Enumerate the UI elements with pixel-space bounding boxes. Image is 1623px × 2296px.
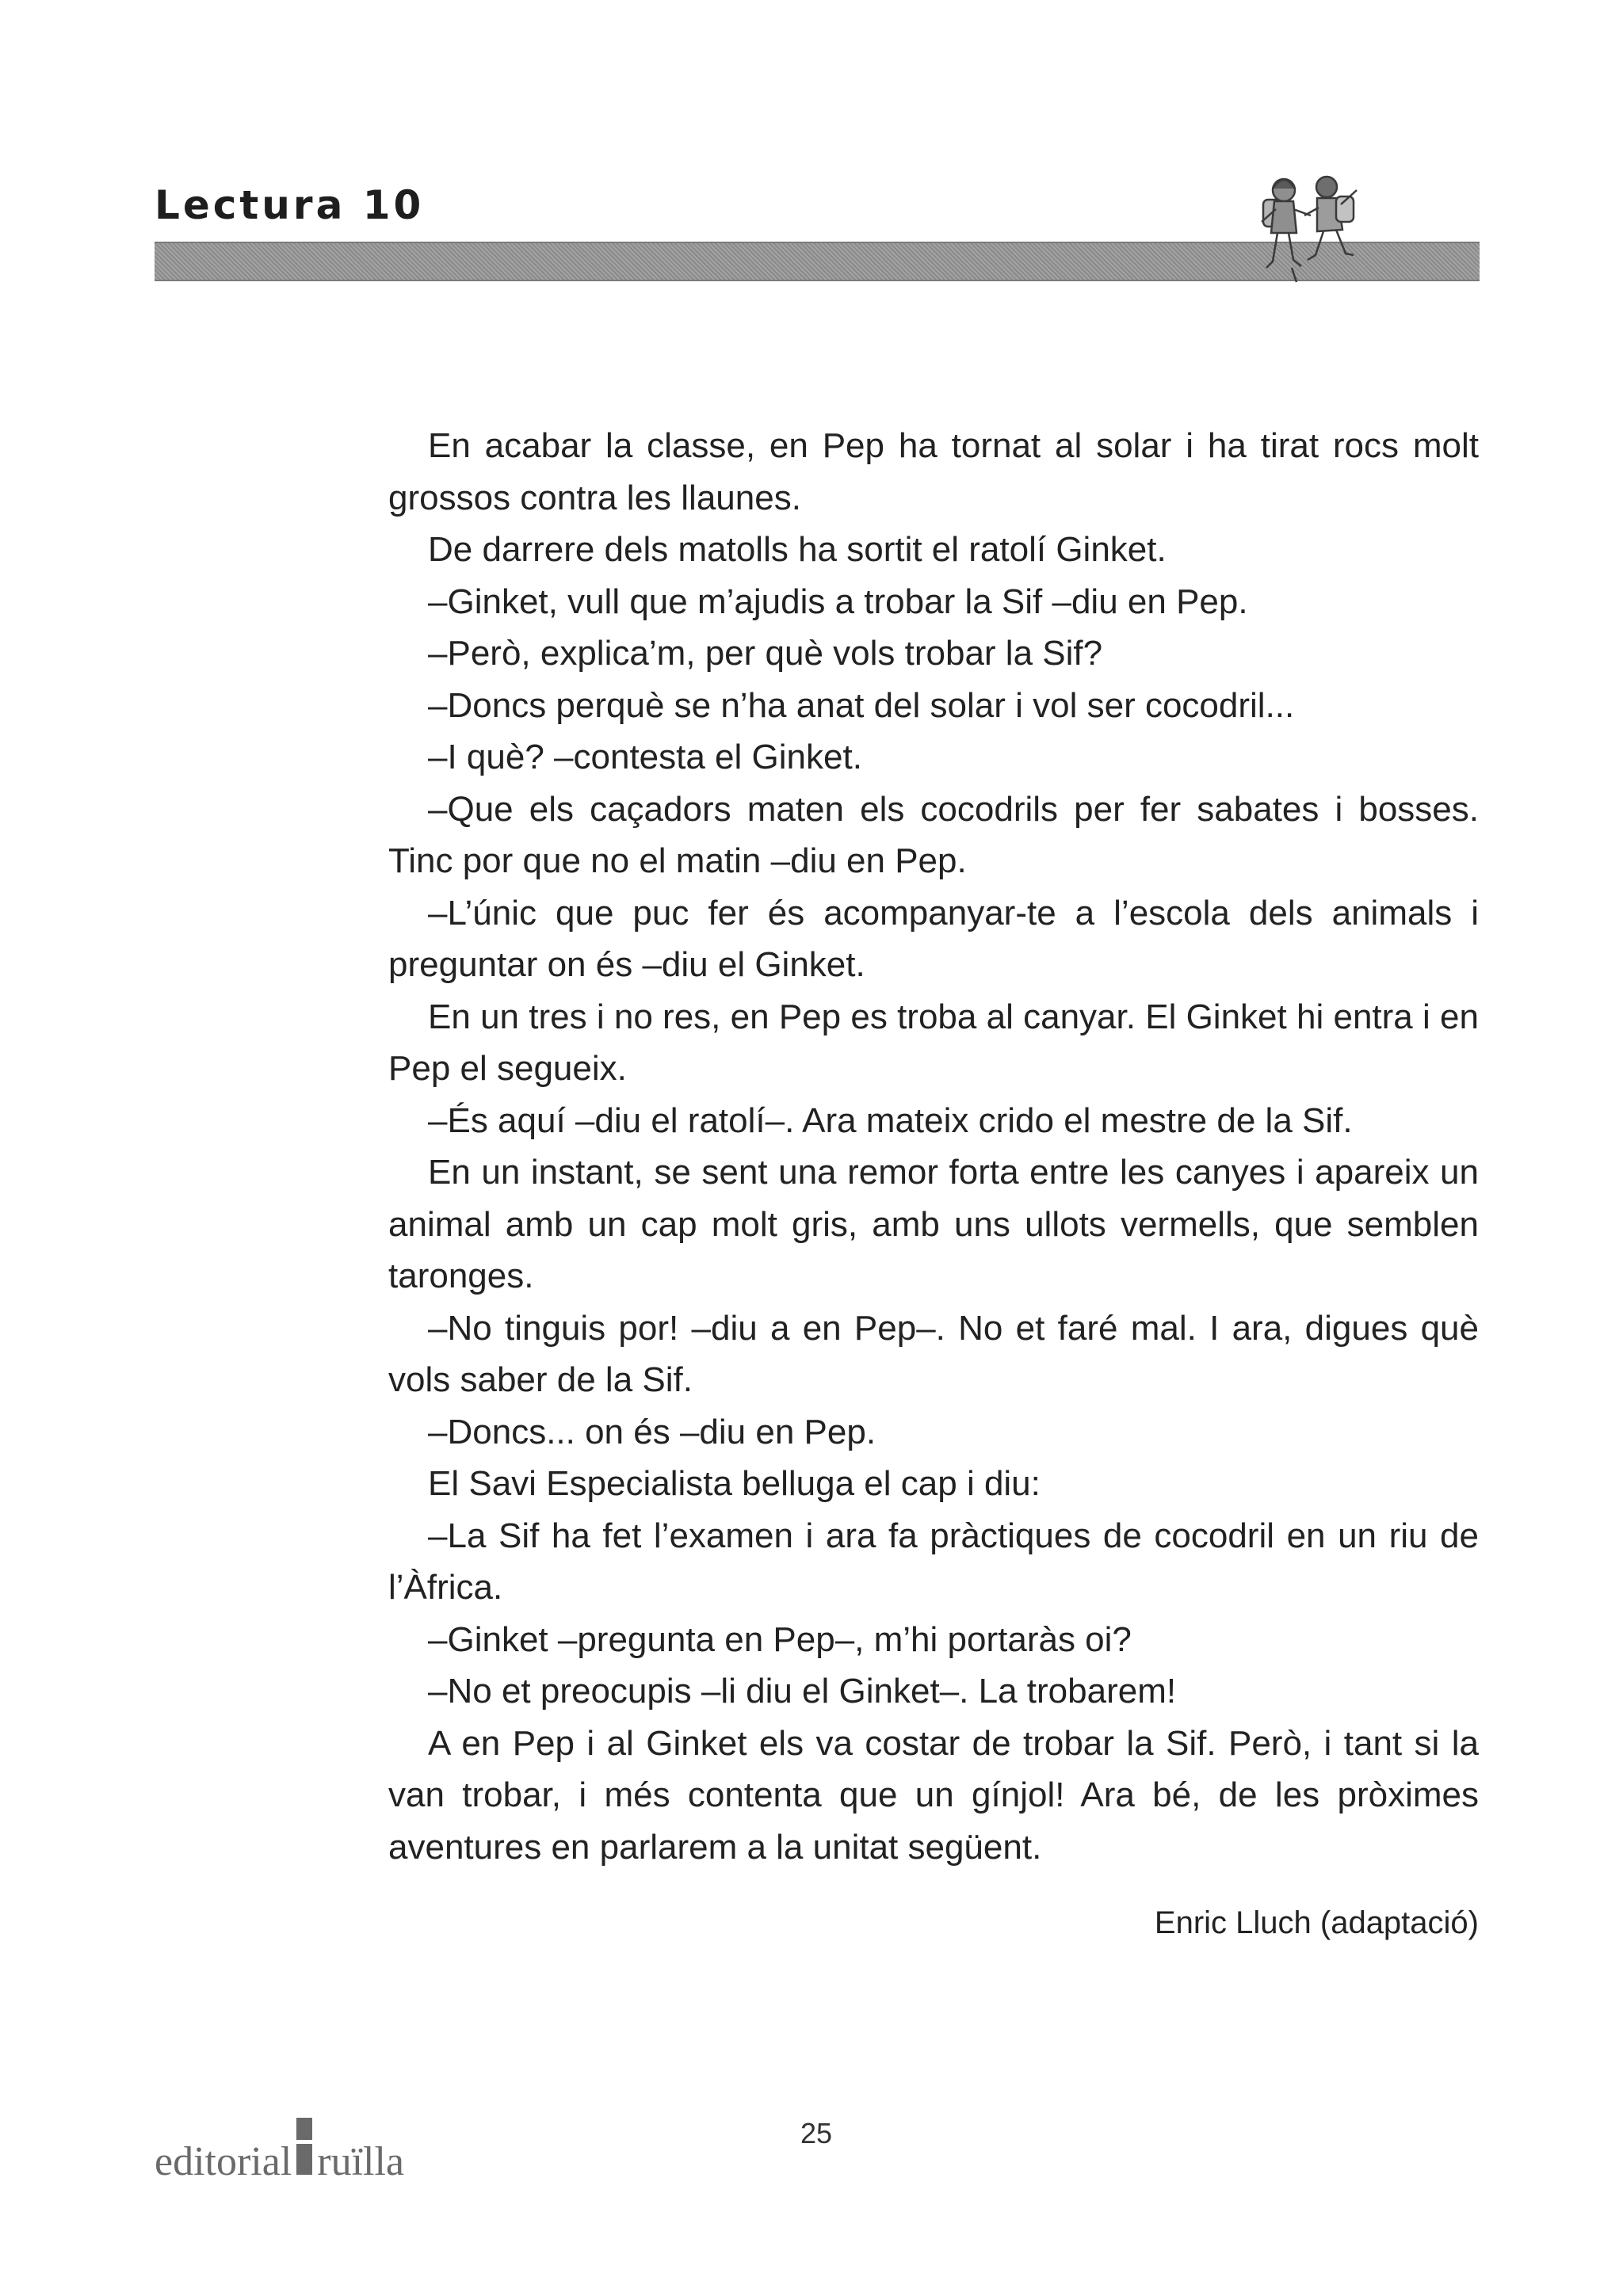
page-number: 25 bbox=[800, 2117, 833, 2149]
logo-prefix: editorial bbox=[155, 2139, 292, 2184]
paragraph: –I què? –contesta el Ginket. bbox=[428, 738, 862, 776]
paragraph: –No tinguis por! –diu a en Pep–. No et faré mal. I ara, digues què vols saber de la Sif. bbox=[388, 1308, 1479, 1399]
paragraph: El Savi Especialista belluga el cap i diu: bbox=[428, 1464, 1041, 1503]
logo-suffix: ruïlla bbox=[317, 2139, 405, 2184]
paragraph: –L’únic que puc fer és acompanyar-te a l’escola dels animals i preguntar on és –diu el Ginket. bbox=[388, 893, 1479, 984]
page-header bbox=[155, 174, 1480, 285]
paragraph: –Doncs perquè se n’ha anat del solar i vol ser cocodril... bbox=[428, 685, 1295, 725]
paragraph: –Ginket, vull que m’ajudis a trobar la Sif –diu en Pep. bbox=[428, 582, 1248, 621]
author-credit: Enric Lluch (adaptació) bbox=[1154, 1905, 1479, 1940]
paragraph: –Que els caçadors maten els cocodrils per fer sabates i bosses. Tinc por que no el matin –diu en Pep. bbox=[388, 789, 1479, 880]
paragraph: A en Pep i al Ginket els va costar de trobar la Sif. Però, i tant si la van trobar, i més contenta que un gínjol! Ara bé, de les pròximes aventures en parlarem a la unitat següent. bbox=[388, 1723, 1479, 1867]
cruilla-c-mark-icon bbox=[293, 2111, 315, 2175]
paragraph: En un tres i no res, en Pep es troba al canyar. El Ginket hi entra i en Pep el segueix. bbox=[388, 997, 1479, 1088]
publisher-logo bbox=[155, 2111, 405, 2184]
paragraph: –Ginket –pregunta en Pep–, m’hi portaràs oi? bbox=[428, 1619, 1132, 1659]
paragraph: En acabar la classe, en Pep ha tornat al solar i ha tirat rocs molt grossos contra les llaunes. bbox=[388, 426, 1479, 517]
paragraph: –Però, explica’m, per què vols trobar la Sif? bbox=[428, 634, 1103, 673]
reading-text bbox=[388, 420, 1479, 1873]
paragraph: En un instant, se sent una remor forta entre les canyes i apareix un animal amb un cap molt gris, amb uns ullots vermells, que semblen taronges. bbox=[388, 1153, 1479, 1295]
page-title: Lectura 10 bbox=[155, 182, 425, 228]
paragraph: –La Sif ha fet l’examen i ara fa pràctiques de cocodril en un riu de l’Àfrica. bbox=[388, 1516, 1479, 1607]
two-children-running-icon bbox=[1244, 166, 1371, 285]
paragraph: De darrere dels matolls ha sortit el ratolí Ginket. bbox=[428, 530, 1167, 569]
paragraph: –No et preocupis –li diu el Ginket–. La trobarem! bbox=[428, 1672, 1177, 1711]
paragraph: –Doncs... on és –diu en Pep. bbox=[428, 1412, 876, 1451]
paragraph: –És aquí –diu el ratolí–. Ara mateix crido el mestre de la Sif. bbox=[428, 1100, 1353, 1140]
